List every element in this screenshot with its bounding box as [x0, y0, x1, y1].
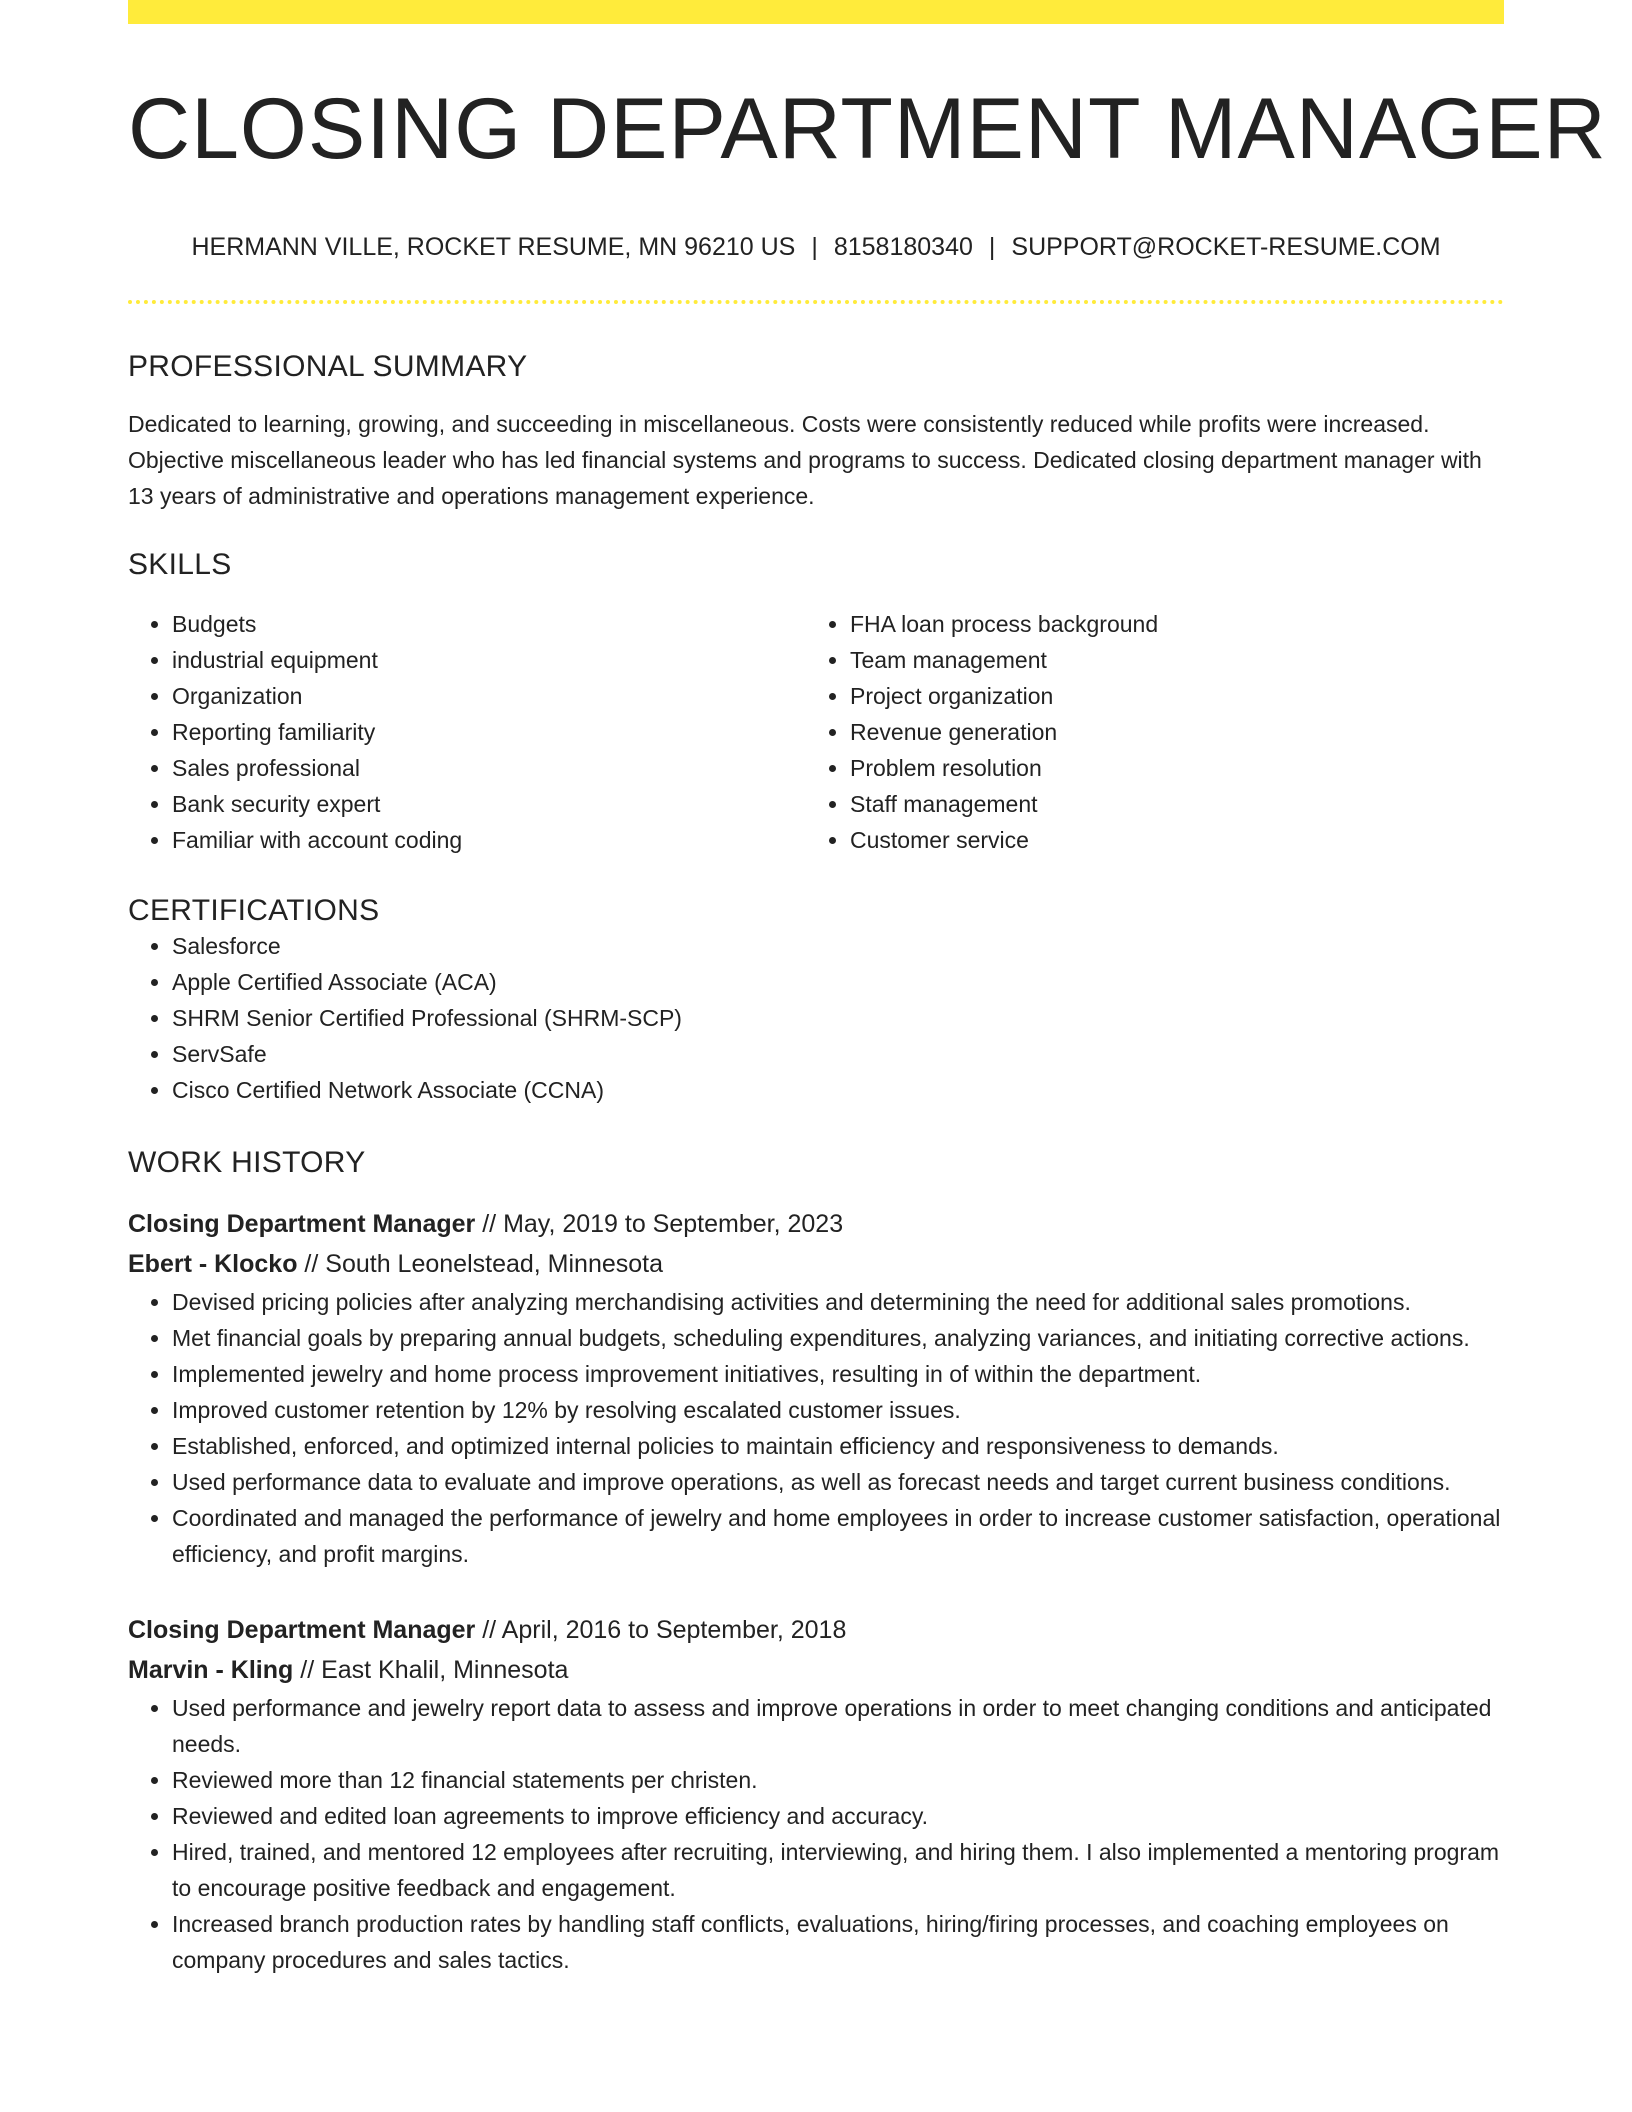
job-bullet: • Increased branch production rates by handling staff conflicts, evaluations, hiring/firing processes, and coaching employees on company procedures and sales tactics. [172, 1906, 1504, 1978]
certification-item: • Cisco Certified Network Associate (CCNA) [172, 1072, 1504, 1108]
job-bullets [128, 1690, 1504, 1978]
skill-item: • Organization [172, 678, 806, 714]
certification-item: • ServSafe [172, 1036, 1504, 1072]
job-bullet: • Met financial goals by preparing annual budgets, scheduling expenditures, analyzing variances, and initiating corrective actions. [172, 1320, 1504, 1356]
job-dates: // April, 2016 to September, 2018 [475, 1615, 847, 1644]
job-bullet: • Reviewed and edited loan agreements to improve efficiency and accuracy. [172, 1798, 1504, 1834]
job-role-line [128, 1204, 1504, 1244]
contact-line [128, 233, 1504, 262]
job-bullet: • Used performance data to evaluate and improve operations, as well as forecast needs and target current business conditions. [172, 1464, 1504, 1500]
skill-item: • Bank security expert [172, 786, 806, 822]
contact-phone: 8158180340 [833, 232, 973, 261]
job-company: Ebert - Klocko [128, 1249, 298, 1278]
skill-item: • Problem resolution [850, 750, 1484, 786]
accent-bar [128, 0, 1504, 24]
job-bullet: • Implemented jewelry and home process improvement initiatives, resulting in of within the department. [172, 1356, 1504, 1392]
job-role: Closing Department Manager [128, 1615, 476, 1644]
job-bullet: • Devised pricing policies after analyzing merchandising activities and determining the need for additional sales promotions. [172, 1284, 1504, 1320]
job-bullets [128, 1284, 1504, 1572]
certification-item: • SHRM Senior Certified Professional (SHRM-SCP) [172, 1000, 1504, 1036]
contact-separator: | [811, 232, 818, 261]
skills-list-left [128, 606, 806, 858]
job-bullet: • Used performance and jewelry report data to assess and improve operations in order to meet changing conditions and anticipated needs. [172, 1690, 1504, 1762]
certifications-list [128, 928, 1504, 1108]
certification-item: • Salesforce [172, 928, 1504, 964]
job-location: // South Leonelstead, Minnesota [297, 1249, 664, 1278]
job-company-line [128, 1650, 1504, 1690]
contact-address: HERMANN VILLE, ROCKET RESUME, MN 96210 US [191, 232, 796, 261]
job-company: Marvin - Kling [128, 1655, 294, 1684]
resume-page [128, 0, 1607, 1978]
skill-item: • industrial equipment [172, 642, 806, 678]
summary-text: Dedicated to learning, growing, and succeeding in miscellaneous. Costs were consistently reduced while profits were increased. Objective miscellaneous leader who has led financial systems and programs to success. Dedicated closing department manager with 13 years of administrative and operations management experience. [128, 410, 1482, 509]
job-entry [128, 1610, 1504, 1978]
work-history-heading: WORK HISTORY [128, 1145, 366, 1179]
job-role: Closing Department Manager [128, 1209, 476, 1238]
skills-column-left [128, 606, 806, 858]
job-bullet: • Improved customer retention by 12% by resolving escalated customer issues. [172, 1392, 1504, 1428]
summary-heading: PROFESSIONAL SUMMARY [128, 349, 528, 383]
job-role-line [128, 1610, 1504, 1650]
skill-item: • Budgets [172, 606, 806, 642]
skills-heading: SKILLS [128, 547, 232, 581]
job-entry [128, 1204, 1504, 1572]
certification-item: • Apple Certified Associate (ACA) [172, 964, 1504, 1000]
skill-item: • Project organization [850, 678, 1484, 714]
skill-item: • Customer service [850, 822, 1484, 858]
skill-item: • Reporting familiarity [172, 714, 806, 750]
resume-title: CLOSING DEPARTMENT MANAGER [128, 81, 1607, 177]
skill-item: • Familiar with account coding [172, 822, 806, 858]
contact-email: SUPPORT@ROCKET-RESUME.COM [1011, 232, 1441, 261]
contact-separator: | [988, 232, 996, 261]
job-bullet: • Reviewed more than 12 financial statements per christen. [172, 1762, 1504, 1798]
skill-item: • Team management [850, 642, 1484, 678]
job-company-line [128, 1244, 1504, 1284]
skill-item: • Sales professional [172, 750, 806, 786]
dotted-divider [128, 300, 1504, 304]
job-bullet: • Coordinated and managed the performance of jewelry and home employees in order to increase customer satisfaction, operational efficiency, and profit margins. [172, 1500, 1504, 1572]
job-location: // East Khalil, Minnesota [293, 1655, 569, 1684]
skill-item: • Staff management [850, 786, 1484, 822]
job-dates: // May, 2019 to September, 2023 [475, 1209, 844, 1238]
skills-columns [128, 606, 1504, 858]
skill-item: • FHA loan process background [850, 606, 1484, 642]
job-bullet: • Hired, trained, and mentored 12 employees after recruiting, interviewing, and hiring them. I also implemented a mentoring program to encourage positive feedback and engagement. [172, 1834, 1504, 1906]
skill-item: • Revenue generation [850, 714, 1484, 750]
skills-column-right [806, 606, 1484, 858]
skills-list-right [806, 606, 1484, 858]
certifications-heading: CERTIFICATIONS [128, 893, 380, 927]
job-bullet: • Established, enforced, and optimized internal policies to maintain efficiency and responsiveness to demands. [172, 1428, 1504, 1464]
